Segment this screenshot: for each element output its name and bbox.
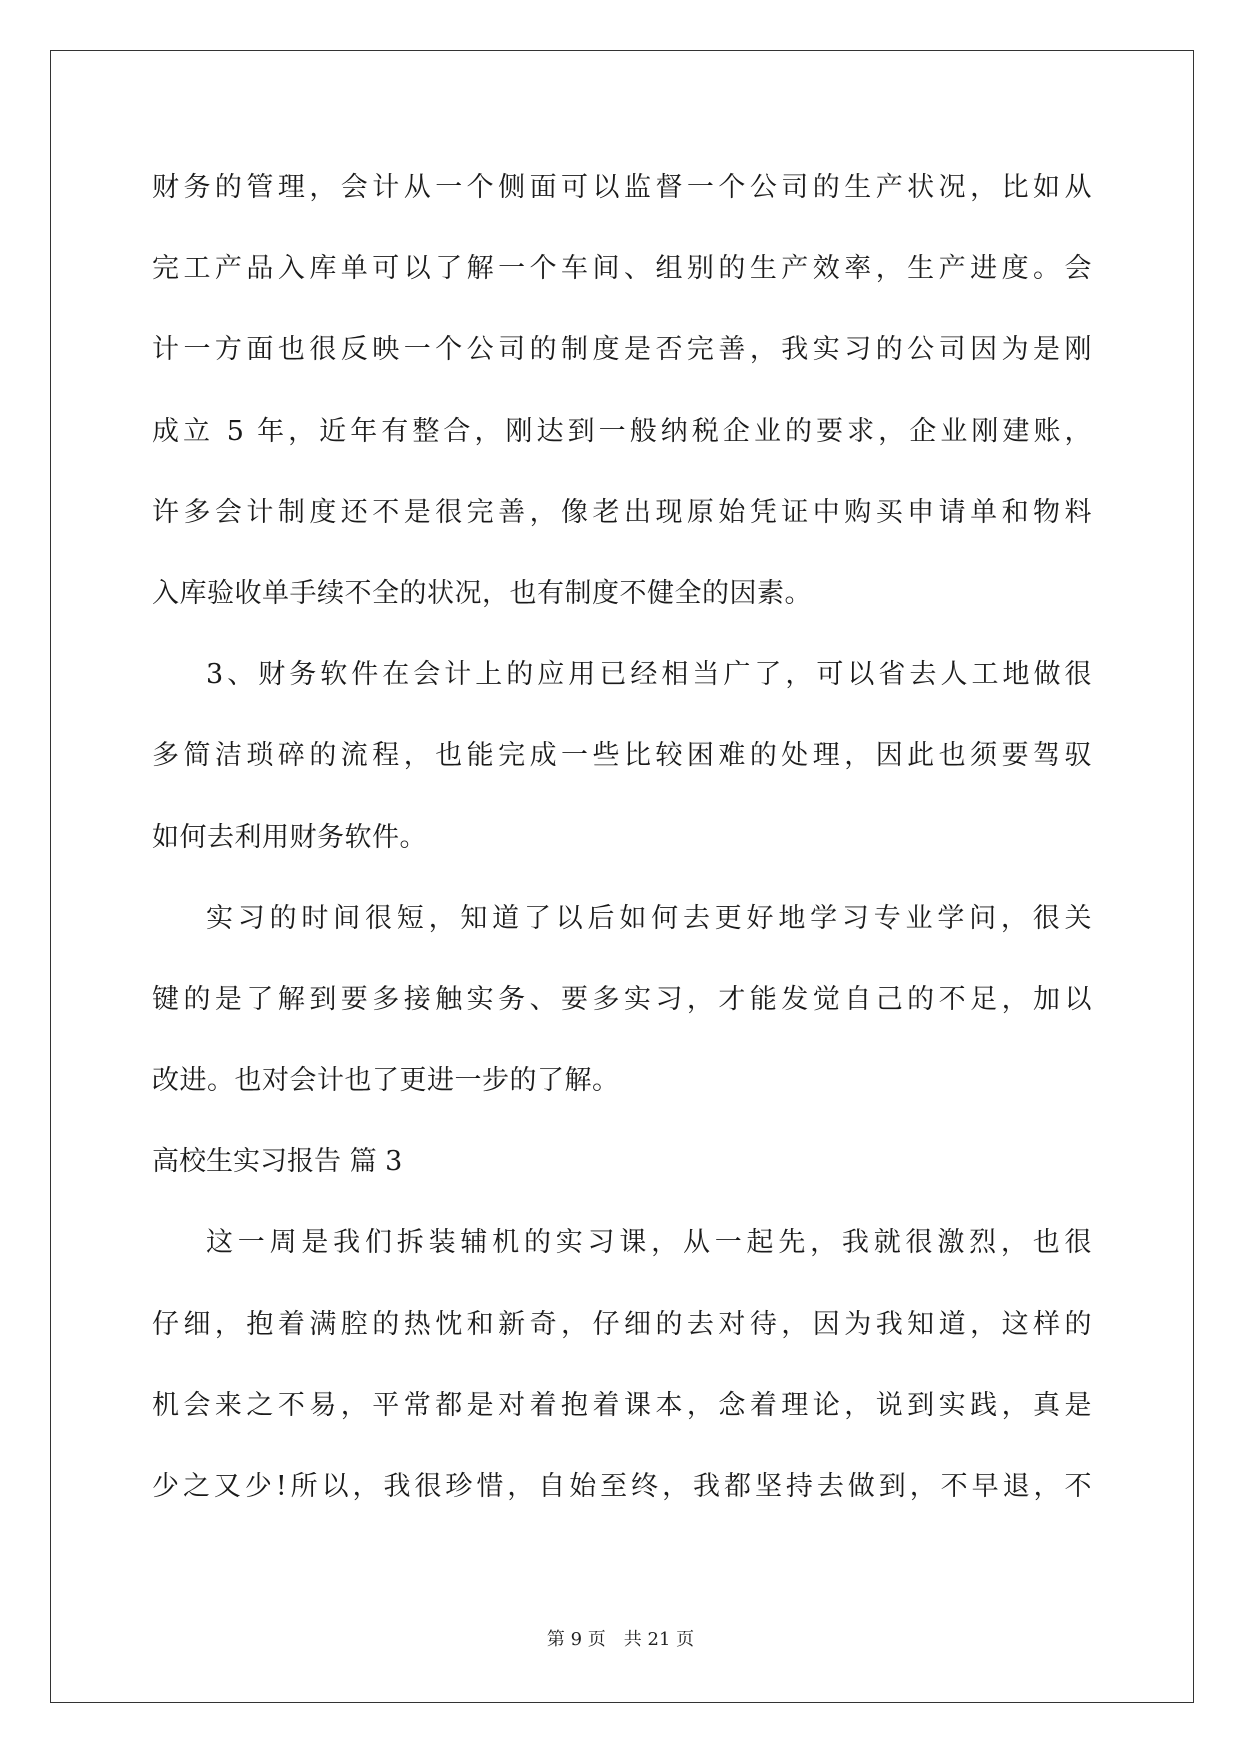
text-line: 少之又少!所以，我很珍惜，自始至终，我都坚持去做到，不早退，不	[152, 1471, 1092, 1502]
text-line: 多简洁琐碎的流程，也能完成一些比较困难的处理，因此也须要驾驭	[152, 740, 1092, 772]
text-line: 改进。也对会计也了更进一步的了解。	[152, 1065, 620, 1097]
page-number-footer: 第 9 页 共 21 页	[546, 1629, 695, 1650]
text-line: 键的是了解到要多接触实务、要多实习，才能发觉自己的不足，加以	[152, 983, 1092, 1015]
paragraph-start-line: 这一周是我们拆装辅机的实习课，从一起先，我就很激烈，也很	[206, 1227, 1092, 1259]
text-line: 成立 5 年，近年有整合，刚达到一般纳税企业的要求，企业刚建账，	[152, 415, 1092, 447]
paragraph-start-line: 3、财务软件在会计上的应用已经相当广了，可以省去人工地做很	[206, 659, 1092, 691]
text-line: 机会来之不易，平常都是对着抱着课本，念着理论，说到实践，真是	[152, 1389, 1092, 1421]
text-line: 许多会计制度还不是很完善，像老出现原始凭证中购买申请单和物料	[152, 496, 1092, 528]
paragraph-start-line: 实习的时间很短，知道了以后如何去更好地学习专业学问，很关	[206, 902, 1092, 934]
text-line: 入库验收单手续不全的状况，也有制度不健全的因素。	[152, 577, 812, 609]
text-line: 仔细，抱着满腔的热忱和新奇，仔细的去对待，因为我知道，这样的	[152, 1308, 1092, 1340]
section-heading: 高校生实习报告 篇 3	[152, 1146, 403, 1178]
text-line: 完工产品入库单可以了解一个车间、组别的生产效率，生产进度。会	[152, 253, 1092, 285]
text-line: 财务的管理，会计从一个侧面可以监督一个公司的生产状况，比如从	[152, 172, 1092, 203]
document-body	[152, 168, 1092, 1548]
text-line: 如何去利用财务软件。	[152, 821, 427, 853]
text-line: 计一方面也很反映一个公司的制度是否完善，我实习的公司因为是刚	[152, 334, 1092, 366]
